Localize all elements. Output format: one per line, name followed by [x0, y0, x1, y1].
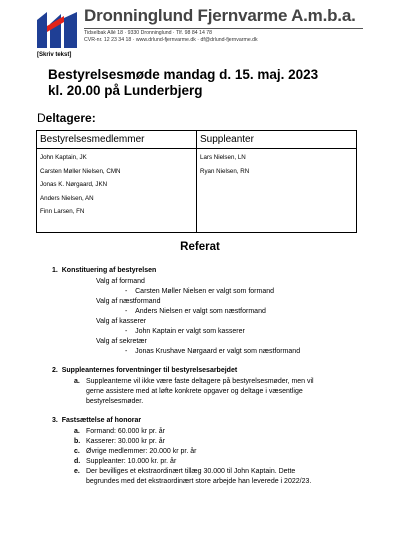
member-name: Carsten Møller Nielsen, CMN: [40, 167, 121, 175]
section-1-line: Valg af næstformand: [96, 298, 161, 305]
company-logo: [37, 12, 77, 48]
meeting-title: [48, 67, 318, 99]
section-1-dash-line: - Jonas Krushave Nørgaard er valgt som næstformand: [125, 348, 301, 355]
section-2-item-letter: a.: [74, 378, 80, 385]
company-name: Dronninglund Fjernvarme A.m.b.a.: [84, 6, 356, 25]
logo-right-bar: [64, 12, 77, 48]
alternate-name: Lars Nielsen, LN: [200, 154, 246, 161]
address-line-2: CVR-nr. 12 23 34 18 · www.drlund-fjernvarme.dk · df@drlund-fjernvarme.dk: [84, 37, 258, 43]
section-3-item-letter: d.: [74, 458, 81, 465]
section-3-number: 3.: [52, 417, 58, 424]
section-1-dash-line: - Carsten Møller Nielsen er valgt som formand: [125, 288, 275, 295]
section-2-item-line: Suppleanterne vil ikke være faste deltagere på bestyrelsesmøder, men vil: [86, 378, 314, 385]
section-3-item-line: Kasserer: 30.000 kr pr. år: [86, 438, 165, 445]
members-column-header: Bestyrelsesmedlemmer: [37, 131, 197, 149]
section-1-dash-text: John Kaptain er valgt som kasserer: [135, 328, 245, 335]
section-2-number: 2.: [52, 367, 58, 374]
logo-left-bar: [37, 12, 47, 48]
attendees-heading-prefix: D: [37, 111, 46, 125]
section-2-item-line: gerne assistere med at løfte konkrete opgaver og deltage i væsentlige: [86, 388, 303, 395]
section-2-title-text: Suppleanternes forventninger til bestyrelsesarbejdet: [61, 367, 238, 374]
meeting-title-line-2: kl. 20.00 på Lunderbjerg: [48, 83, 203, 98]
alternates-column-header: Suppleanter: [197, 131, 357, 149]
attendees-heading: [37, 111, 96, 125]
section-1-dash-line: - John Kaptain er valgt som kasserer: [125, 328, 245, 335]
company-address: [84, 30, 258, 44]
section-3-title-text: Fastsættelse af honorar: [61, 417, 142, 424]
alternates-cell: [197, 149, 357, 233]
section-3-item-line: Øvrige medlemmer: 20.000 kr pr. år: [86, 448, 197, 455]
section-1-dash-text: Anders Nielsen er valgt som næstformand: [135, 308, 266, 315]
section-2-title: [52, 367, 237, 374]
section-1-title-text: Konstituering af bestyrelsen: [61, 267, 157, 274]
section-3-item-line: Der bevilliges et ekstraordinært tillæg 30.000 til John Kaptain. Dette: [86, 468, 296, 475]
referat-heading: Referat: [180, 241, 220, 253]
section-1-dash-line: - Anders Nielsen er valgt som næstformand: [125, 308, 266, 315]
section-2-item-line: bestyrelsesmøder.: [86, 398, 144, 405]
section-1-dash-text: Carsten Møller Nielsen er valgt som formand: [135, 288, 275, 295]
alternate-name: Ryan Nielsen, RN: [200, 167, 250, 175]
section-1-dash-text: Jonas Krushave Nørgaard er valgt som næstformand: [135, 348, 301, 355]
address-line-1: Tidselbak Allé 18 · 9330 Dronninglund · Tlf. 98 84 14 78: [84, 30, 213, 36]
member-name: Finn Larsen, FN: [40, 208, 85, 215]
section-3-item-letter: c.: [74, 448, 80, 455]
member-name: Jonas K. Nørgaard, JKN: [40, 181, 108, 188]
members-cell: [37, 149, 197, 233]
section-3-item-line: Formand: 60.000 kr pr. år: [86, 428, 165, 435]
placeholder-text: [Skriv tekst]: [37, 52, 72, 58]
section-1-number: 1.: [52, 267, 58, 274]
section-3-item-letter: e.: [74, 468, 80, 475]
member-name: John Kaptain, JK: [40, 154, 87, 161]
section-1-title: [52, 267, 156, 274]
section-3-title: [52, 417, 141, 424]
section-3-item-line: Suppleanter: 10.000 kr. pr. år: [86, 458, 177, 465]
section-1-line: Valg af kasserer: [96, 318, 147, 325]
member-name: Anders Nielsen, AN: [40, 194, 94, 202]
section-1-line: Valg af sekretær: [96, 338, 147, 345]
attendees-heading-rest: eltagere:: [45, 111, 96, 125]
meeting-title-line-1: Bestyrelsesmøde mandag d. 15. maj. 2023: [48, 67, 319, 82]
section-3-item-letter: a.: [74, 428, 80, 435]
section-3-item-line: begrundes med det ekstraordinært store arbejde han leverede i 2022/23.: [86, 478, 312, 485]
header-divider: [84, 28, 363, 29]
attendees-table: [36, 130, 357, 233]
section-1-line: Valg af formand: [96, 278, 145, 285]
section-3-item-letter: b.: [74, 438, 81, 445]
